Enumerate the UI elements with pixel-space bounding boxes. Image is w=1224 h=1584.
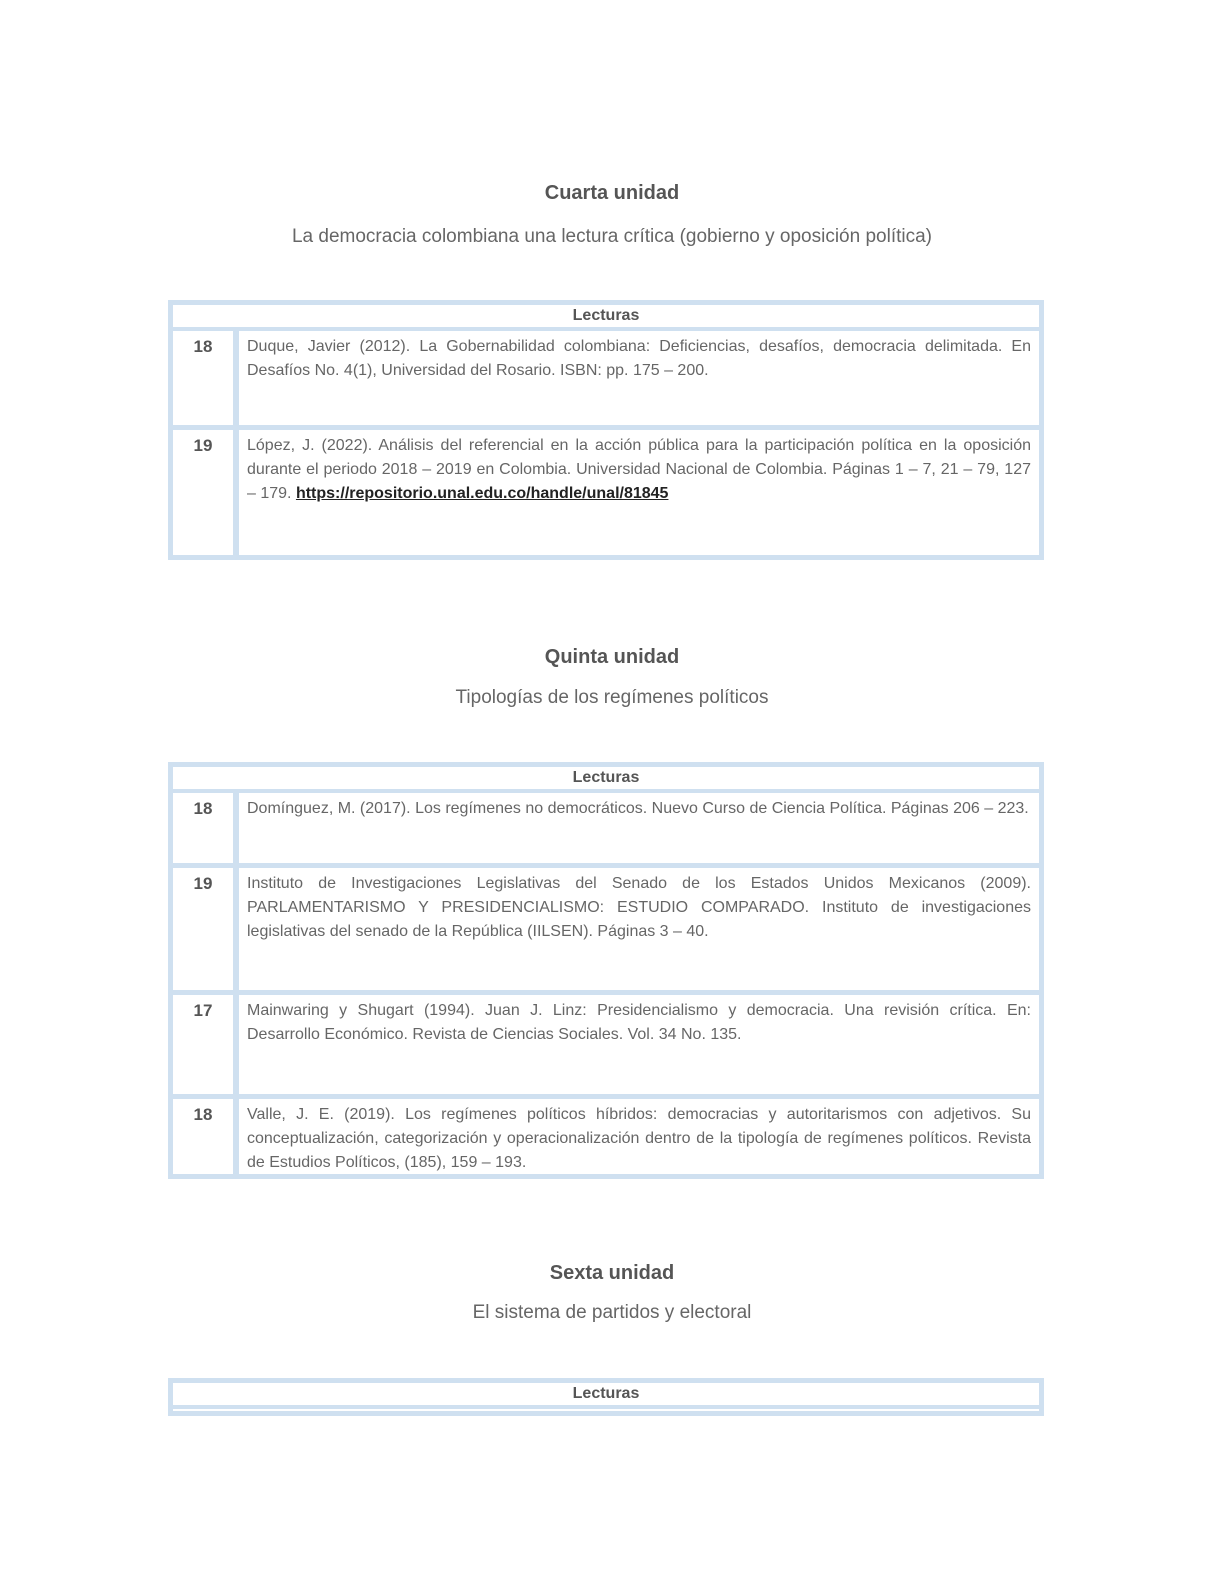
row-number: 18	[173, 1099, 239, 1176]
readings-table	[168, 762, 1044, 1179]
table-header: Lecturas	[173, 1383, 1039, 1409]
row-number: 17	[173, 995, 239, 1094]
row-number: 18	[173, 331, 239, 425]
reading-citation-with-link	[239, 430, 1039, 555]
reading-citation: Duque, Javier (2012). La Gobernabilidad colombiana: Deficiencias, desafíos, democracia delimitada. En Desafíos No. 4(1), Universidad del Rosario. ISBN: pp. 175 – 200.	[247, 338, 1031, 379]
table-row	[173, 868, 1039, 995]
unit-subtitle: Tipologías de los regímenes políticos	[455, 687, 769, 708]
unit-subtitle: El sistema de partidos y electoral	[472, 1302, 752, 1323]
unit-heading: Quinta unidad	[544, 646, 680, 668]
reading-citation: Instituto de Investigaciones Legislativas del Senado de los Estados Unidos Mexicanos (2009). PARLAMENTARISMO Y PRESIDENCIALISMO: ESTUDIO COMPARADO. Instituto de investigaciones legislativas del senado de la República (IILSEN). Páginas 3 – 40.	[247, 875, 1031, 940]
table-header: Lecturas	[173, 767, 1039, 793]
reading-citation: Domínguez, M. (2017). Los regímenes no democráticos. Nuevo Curso de Ciencia Política. Páginas 206 – 223.	[247, 800, 1029, 817]
reading-citation: Valle, J. E. (2019). Los regímenes políticos híbridos: democracias y autoritarismos con adjetivos. Su conceptualización, categorización y operacionalización dentro de la tipología de regímenes políticos. Revista de Estudios Políticos, (185), 159 – 193.	[247, 1106, 1031, 1171]
table-row	[173, 793, 1039, 868]
reading-citation: López, J. (2022). Análisis del referencial en la acción pública para la participación política en la oposición durante el periodo 2018 – 2019 en Colombia. Universidad Nacional de Colombia. Páginas 1 – 7, 21 – 79, 127 – 179.	[247, 437, 1031, 502]
row-number: 18	[173, 793, 239, 863]
table-header: Lecturas	[173, 305, 1039, 331]
reading-link[interactable]: https://repositorio.unal.edu.co/handle/unal/81845	[295, 485, 669, 502]
readings-table	[168, 1378, 1044, 1416]
unit-subtitle: La democracia colombiana una lectura crítica (gobierno y oposición política)	[291, 226, 932, 247]
row-number: 19	[173, 868, 239, 990]
unit-heading: Sexta unidad	[549, 1262, 675, 1284]
table-row	[173, 331, 1039, 430]
reading-citation: Mainwaring y Shugart (1994). Juan J. Linz: Presidencialismo y democracia. Una revisión crítica. En: Desarrollo Económico. Revista de Ciencias Sociales. Vol. 34 No. 135.	[247, 1002, 1031, 1043]
unit-heading: Cuarta unidad	[544, 182, 680, 204]
readings-table	[168, 300, 1044, 560]
row-number: 19	[173, 430, 239, 555]
table-row	[173, 1099, 1039, 1176]
table-row	[173, 430, 1039, 555]
table-row	[173, 995, 1039, 1099]
